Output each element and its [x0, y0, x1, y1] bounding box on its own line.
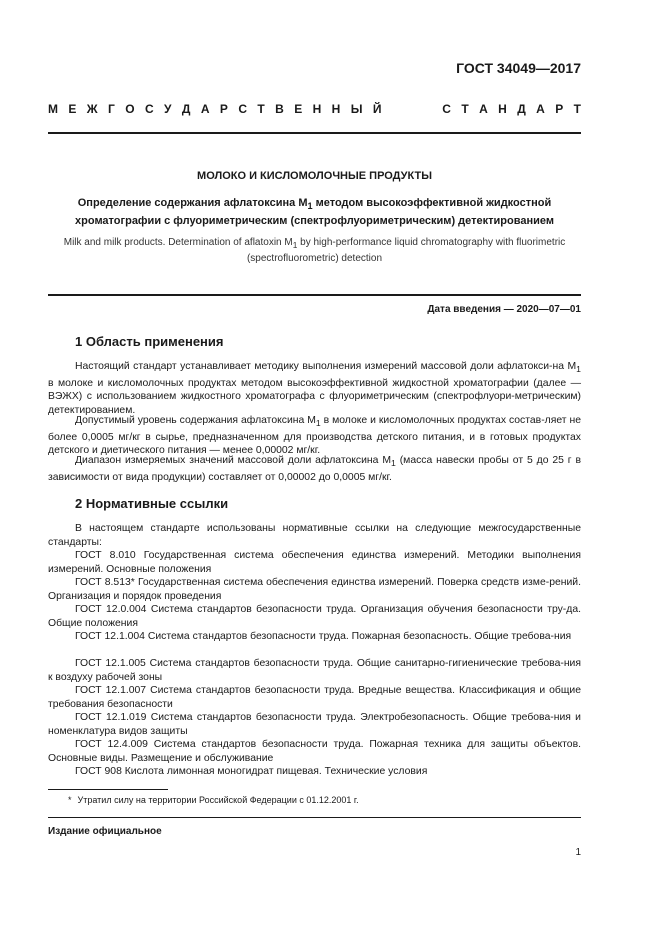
banner-letter: А [200, 102, 210, 116]
document-title: МОЛОКО И КИСЛОМОЛОЧНЫЕ ПРОДУКТЫ [197, 170, 432, 182]
reference-text: ГОСТ 908 Кислота лимонная моногидрат пищевая. Технические условия [75, 766, 428, 777]
interstate-standard-banner [48, 102, 581, 116]
reference-text: ГОСТ 12.1.019 Система стандартов безопасности труда. Электробезопасность. Общие требова-ния и номенклатура видов защиты [48, 712, 581, 737]
paragraph-text: (масса навески пробы от 5 до 25 г в зависимости от вида продукции) составляет от 0,00002 до 0,0005 мг/кг. [48, 455, 581, 483]
banner-letter: А [479, 102, 488, 116]
subscript: 1 [292, 240, 298, 250]
reference-text: ГОСТ 8.513* Государственная система обеспечения единства измерений. Поверка средств изме-рений. Организация и порядок проведения [48, 577, 581, 602]
english-title-text: Milk and milk products. Determination of aflatoxin M [63, 237, 293, 248]
english-title [48, 236, 581, 266]
title-divider [48, 294, 581, 296]
paragraph-text: В настоящем стандарте использованы нормативные ссылки на следующие межгосударственные стандарты: [48, 523, 581, 548]
paragraph-text: Диапазон измеряемых значений массовой доли афлатоксина М [75, 455, 391, 466]
date-of-introduction: Дата введения — 2020—07—01 [427, 304, 581, 315]
page-number: 1 [575, 847, 581, 858]
header-divider [48, 132, 581, 134]
banner-letter: У [164, 102, 172, 116]
reference-item [48, 630, 581, 644]
english-title-text: (spectrofluorometric) detection [246, 253, 383, 264]
subscript: 1 [307, 201, 313, 212]
subtitle-text: Определение содержания афлатоксина М [77, 197, 308, 209]
banner-letter: Р [219, 102, 228, 116]
footnote-text: Утратил силу на территории Российской Федерации с 01.12.2001 г. [77, 795, 359, 805]
banner-letter: Т [257, 102, 265, 116]
banner-letter: Ж [86, 102, 98, 116]
paragraph [48, 522, 581, 549]
paragraph [48, 360, 581, 417]
footnote [68, 795, 359, 805]
banner-letter: Е [68, 102, 77, 116]
banner-letter: Д [517, 102, 526, 116]
banner-gap [392, 102, 432, 116]
banner-letter: Н [331, 102, 341, 116]
subtitle-text: хроматографии с флуориметрическим (спектрофлуориметрическим) детектированием [75, 215, 554, 228]
banner-letter: Д [181, 102, 191, 116]
banner-letter: М [48, 102, 58, 116]
subscript: 1 [391, 458, 396, 469]
paragraph [48, 414, 581, 458]
subscript: 1 [315, 418, 321, 429]
banner-letter: Н [312, 102, 322, 116]
banner-letter: С [442, 102, 451, 116]
paragraph-text: Допустимый уровень содержания афлатоксина М [75, 415, 316, 426]
banner-letter: С [238, 102, 247, 116]
reference-item [48, 711, 581, 738]
gost-code: ГОСТ 34049—2017 [456, 60, 581, 76]
banner-letter: Г [108, 102, 115, 116]
banner-letter: Н [498, 102, 507, 116]
reference-text: ГОСТ 8.010 Государственная система обеспечения единства измерений. Методики выполнения измерений. Основные положения [48, 550, 581, 575]
paragraph-text: в молоке и кисломолочных продуктах состав-ляет не более 0,0005 мг/кг в сырье, предназначенном для производства детского питания, и в готовых продуктах детского и диетического питания — менее 0,00002 мг/кг. [48, 415, 581, 457]
reference-item [48, 603, 581, 630]
subscript: 1 [576, 364, 581, 375]
footer-divider [48, 817, 581, 818]
reference-item [48, 765, 581, 779]
banner-letter: Т [573, 102, 581, 116]
banner-letter: В [275, 102, 284, 116]
reference-item [48, 549, 581, 576]
banner-letter: Е [294, 102, 303, 116]
paragraph-text: в молоке и кисломолочных продуктах методом высокоэффективной жидкостной хроматографии (далее — ВЭЖХ) с использованием жидкостного хроматографа с флуориметрическим (спектрофлуори-метрическим) детектированием. [48, 377, 581, 416]
banner-letter: Т [461, 102, 469, 116]
banner-letter: Ы [350, 102, 363, 116]
reference-text: ГОСТ 12.1.004 Система стандартов безопасности труда. Пожарная безопасность. Общие требова-ния [75, 631, 572, 642]
reference-item [48, 657, 581, 684]
banner-letter: О [125, 102, 135, 116]
reference-item [48, 576, 581, 603]
footnote-divider [48, 789, 168, 790]
banner-letter: С [144, 102, 154, 116]
english-title-text: by high-performance liquid chromatography with fluorimetric [297, 237, 566, 248]
reference-text: ГОСТ 12.1.005 Система стандартов безопасности труда. Общие санитарно-гигиенические требова-ния к воздуху рабочей зоны [48, 658, 581, 683]
paragraph [48, 454, 581, 484]
reference-text: ГОСТ 12.1.007 Система стандартов безопасности труда. Вредные вещества. Классификация и общие требования безопасности [48, 685, 581, 710]
section-heading-scope: 1 Область применения [75, 334, 224, 349]
section-heading-references: 2 Нормативные ссылки [75, 496, 229, 511]
reference-item [48, 738, 581, 765]
edition-label: Издание официальное [48, 826, 162, 837]
reference-text: ГОСТ 12.0.004 Система стандартов безопасности труда. Организация обучения безопасности тру-да. Общие положения [48, 604, 581, 629]
banner-letter: Й [372, 102, 382, 116]
banner-letter: А [536, 102, 545, 116]
document-subtitle [48, 196, 581, 229]
subtitle-text: методом высокоэффективной жидкостной [312, 197, 552, 209]
paragraph-text: Настоящий стандарт устанавливает методику выполнения измерений массовой доли афлатокси-на М [75, 361, 577, 372]
reference-text: ГОСТ 12.4.009 Система стандартов безопасности труда. Пожарная техника для защиты объектов. Основные виды. Размещение и обслуживание [48, 739, 581, 764]
footnote-mark: * [68, 795, 72, 805]
reference-item [48, 684, 581, 711]
banner-letter: Р [555, 102, 564, 116]
